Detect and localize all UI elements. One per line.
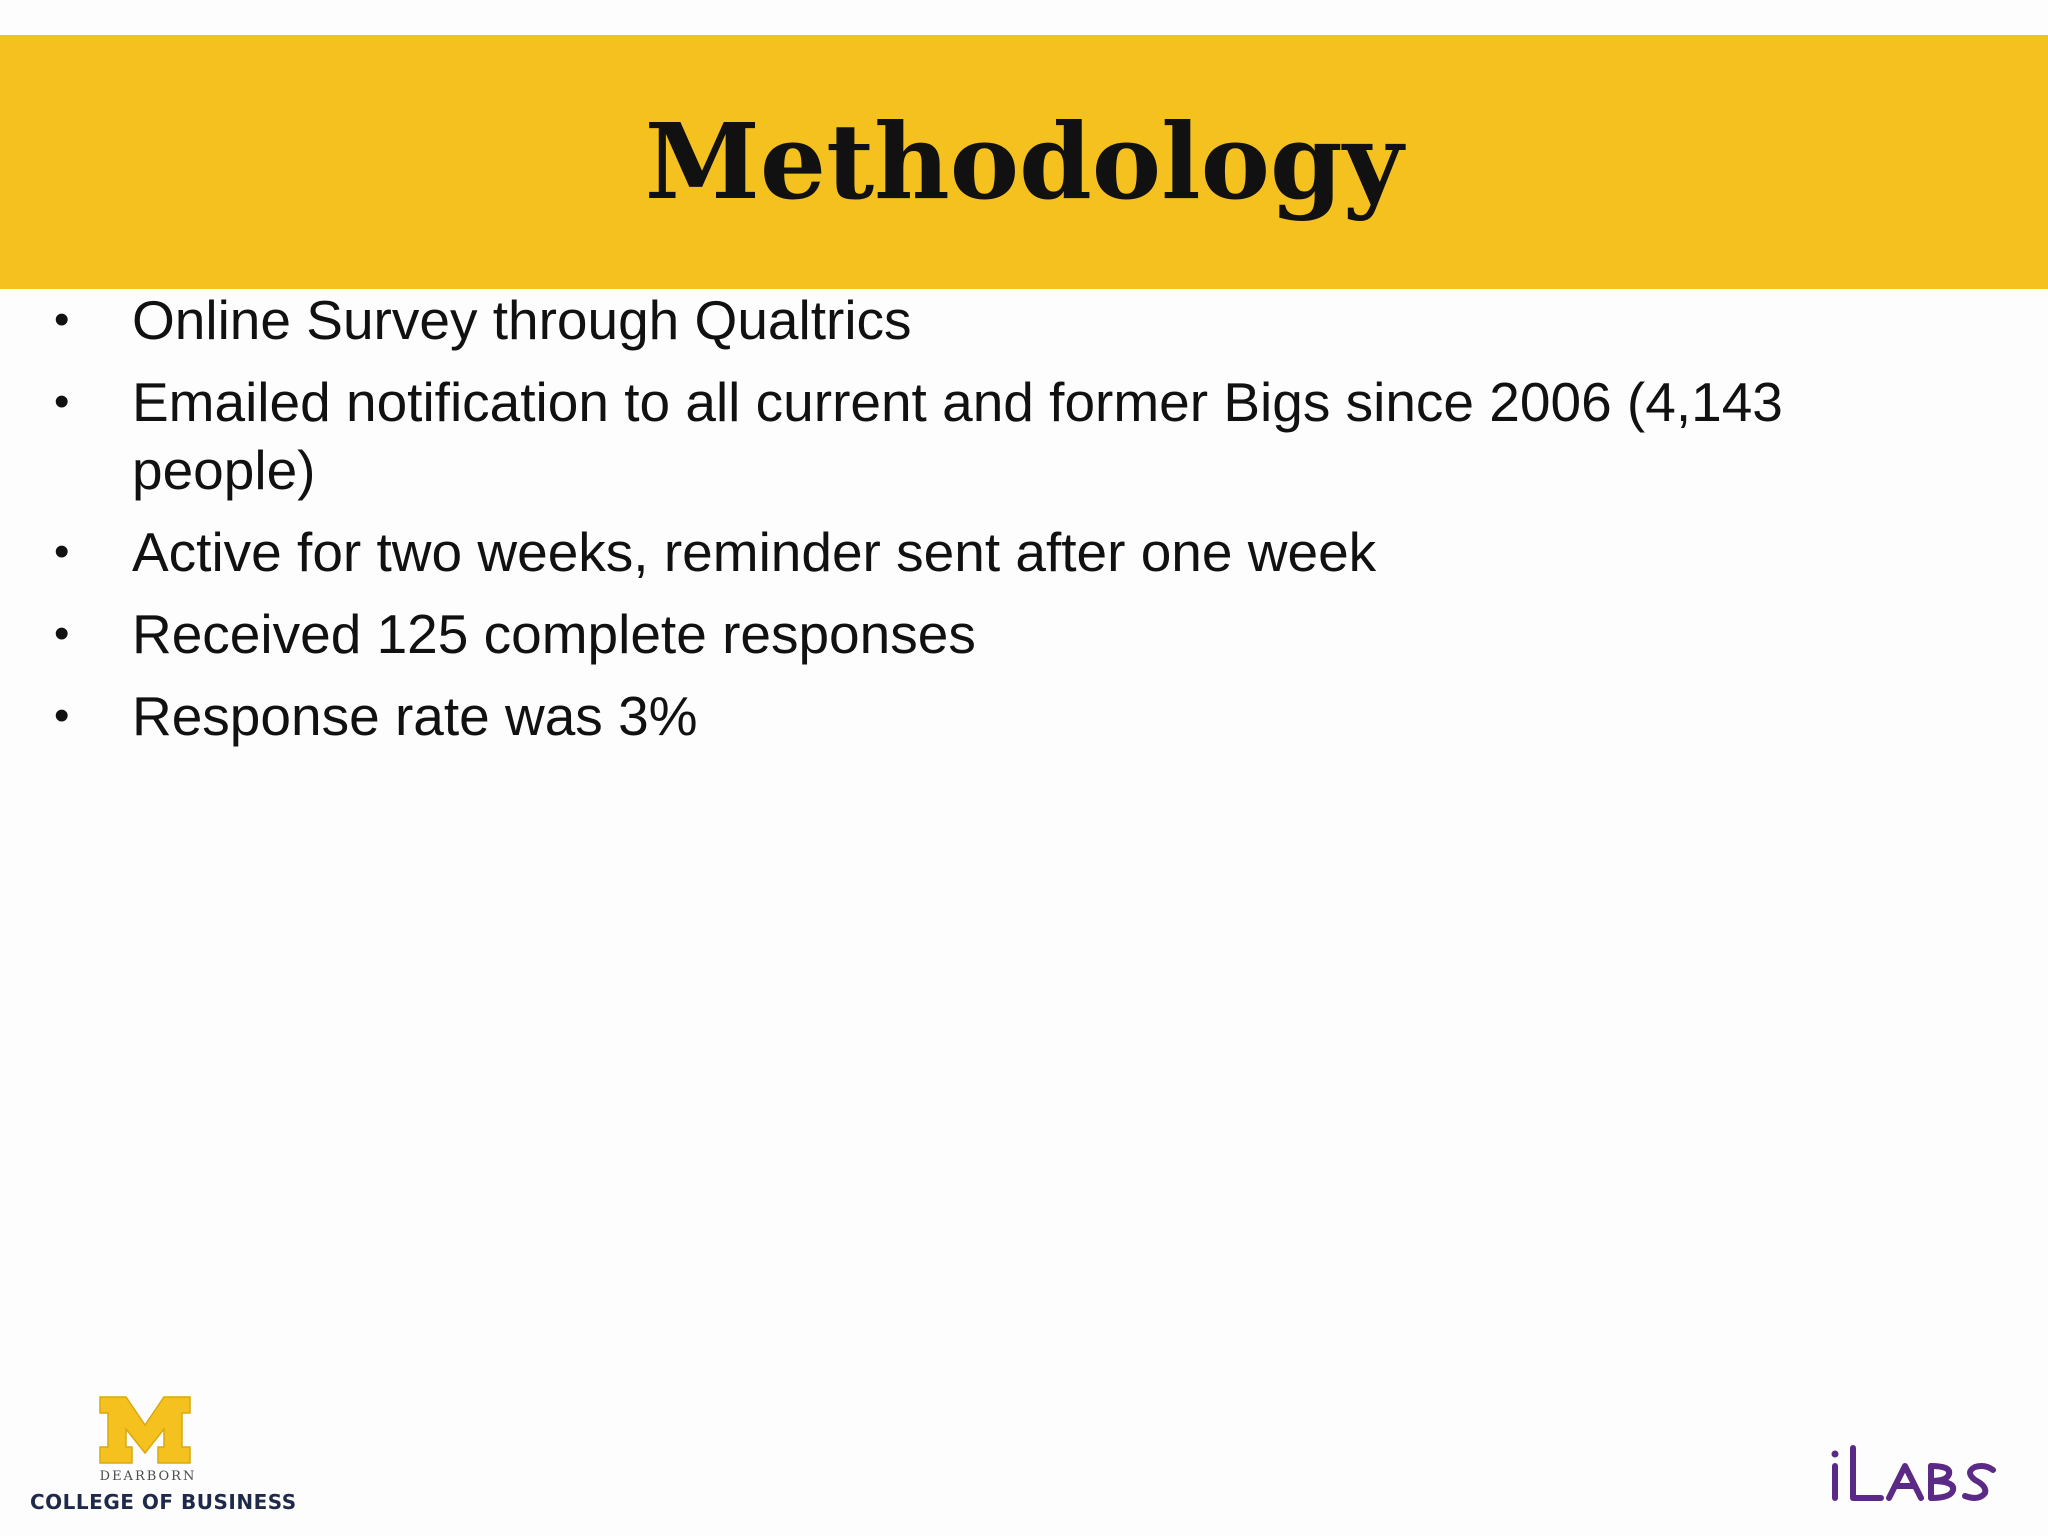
ilabs-logo: [1825, 1440, 2025, 1510]
bullet-dot: •: [54, 691, 70, 740]
bullet-item: [0, 286, 1900, 354]
bullet-item: [0, 682, 1900, 750]
bullet-item: [0, 368, 1900, 504]
bullet-dot: •: [54, 377, 70, 426]
bullet-dot: •: [54, 295, 70, 344]
bullet-text: Online Survey through Qualtrics: [132, 289, 912, 351]
bullet-text: Response rate was 3%: [132, 685, 698, 747]
bullet-list: [0, 286, 1900, 764]
um-dearborn-logo: [30, 1395, 297, 1523]
ilabs-wordmark-icon: [1825, 1440, 2025, 1510]
block-m-icon: [98, 1395, 192, 1465]
title-band: [0, 35, 2048, 289]
bullet-item: [0, 600, 1900, 668]
bullet-dot: •: [54, 609, 70, 658]
bullet-text: Active for two weeks, reminder sent after one week: [132, 521, 1377, 583]
slide-title: Methodology: [644, 100, 1404, 223]
college-name: COLLEGE OF BUSINESS: [30, 1490, 297, 1514]
bullet-item: [0, 518, 1900, 586]
campus-name: DEARBORN: [99, 1469, 197, 1484]
bullet-text: Received 125 complete responses: [132, 603, 976, 665]
bullet-text: Emailed notification to all current and former Bigs since 2006 (4,143 people): [132, 371, 1783, 501]
bullet-dot: •: [54, 527, 70, 576]
